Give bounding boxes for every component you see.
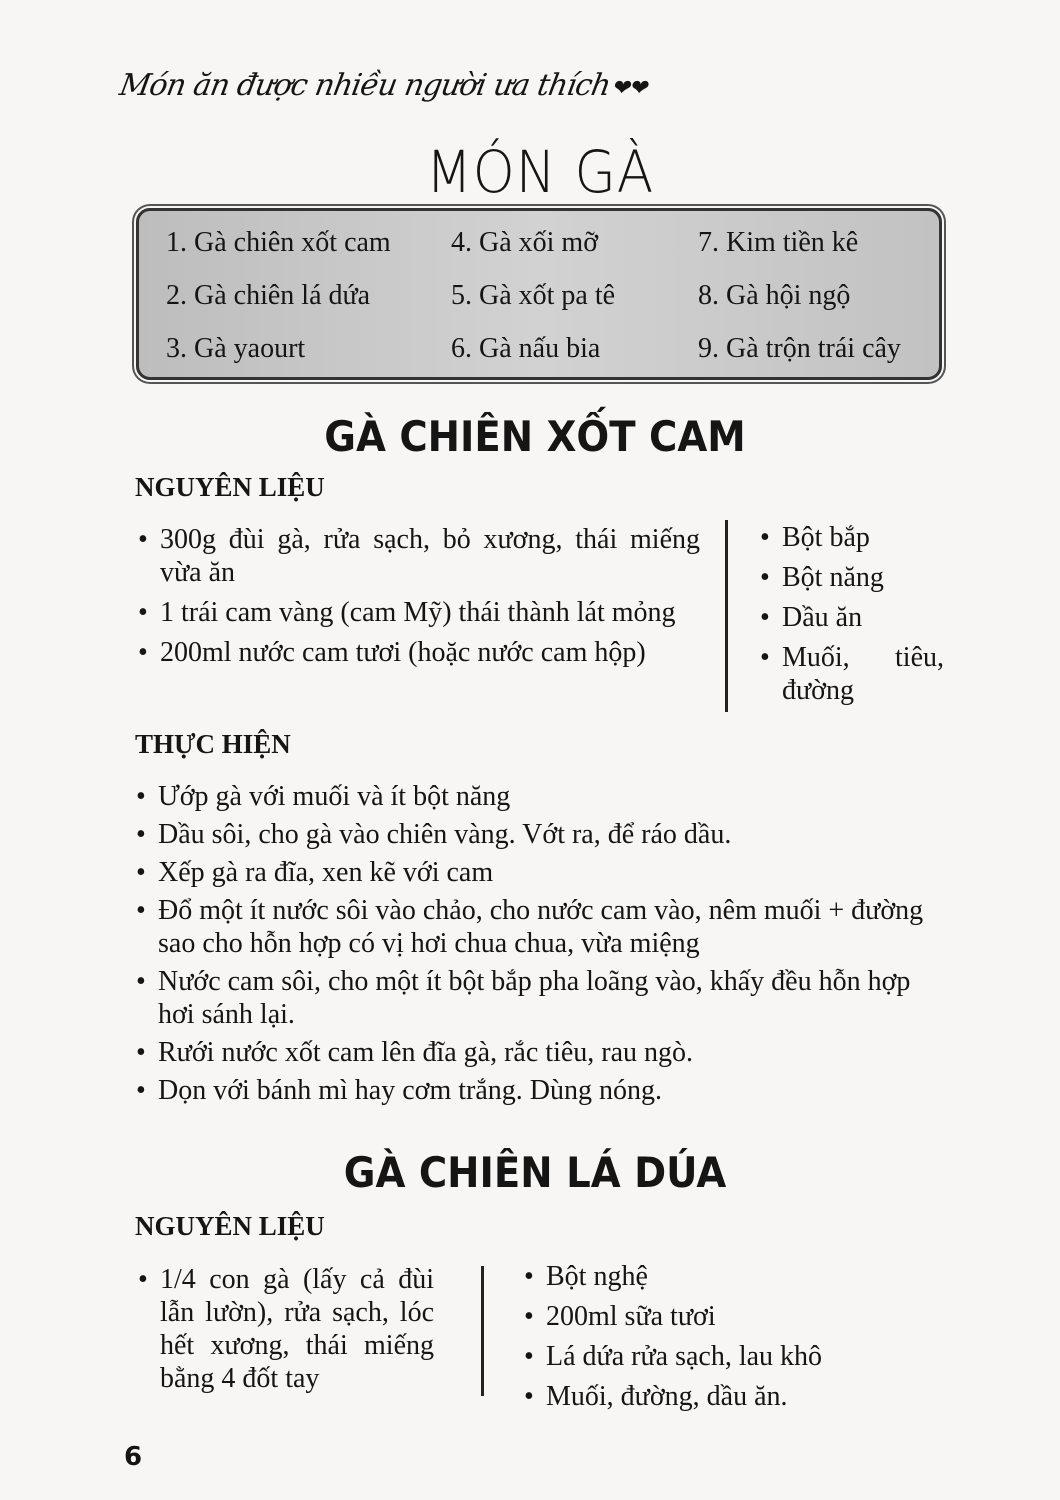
ingredient-item: • Muối, đường, dầu ăn.	[524, 1380, 944, 1413]
recipe-title: GÀ CHIÊN XỐT CAM	[324, 412, 746, 461]
ingredient-item: • 1/4 con gà (lấy cả đùi lẫn lườn), rửa sạch, lóc hết xương, thái miếng bằng 4 đốt tay	[138, 1263, 434, 1395]
step-item: • Dầu sôi, cho gà vào chiên vàng. Vớt ra, để ráo dầu.	[136, 818, 946, 851]
ingredients-list-right	[524, 1260, 944, 1420]
toc-item: 7. Kim tiền kê	[698, 227, 859, 258]
ingredient-item: • Muối, tiêu, đường	[760, 641, 944, 707]
ingredient-item: • 1 trái cam vàng (cam Mỹ) thái thành lát mỏng	[138, 596, 700, 629]
toc-item: 5. Gà xốt pa tê	[451, 280, 616, 311]
chapter-title: MÓN GÀ	[425, 138, 655, 206]
step-item: • Dọn với bánh mì hay cơm trắng. Dùng nóng.	[136, 1074, 946, 1107]
ingredient-item: • 200ml sữa tươi	[524, 1300, 944, 1333]
recipe-title: GÀ CHIÊN LÁ DÚA	[343, 1148, 727, 1197]
step-item: • Rưới nước xốt cam lên đĩa gà, rắc tiêu, rau ngò.	[136, 1036, 946, 1069]
ingredient-item: • 200ml nước cam tươi (hoặc nước cam hộp)	[138, 636, 700, 669]
running-header-text: Món ăn được nhiều người ưa thích	[116, 68, 613, 103]
ingredient-item: • Lá dứa rửa sạch, lau khô	[524, 1340, 944, 1373]
ingredients-heading: NGUYÊN LIỆU	[135, 472, 325, 502]
page-number: 6	[124, 1442, 143, 1472]
ingredient-item: • Dầu ăn	[760, 601, 944, 634]
column-divider	[725, 520, 728, 712]
steps-heading: THỰC HIỆN	[135, 729, 291, 759]
ingredients-list-left	[138, 1263, 434, 1402]
step-item: • Xếp gà ra đĩa, xen kẽ với cam	[136, 856, 946, 889]
running-header	[117, 68, 652, 103]
step-item: • Đổ một ít nước sôi vào chảo, cho nước cam vào, nêm muối + đường sao cho hỗn hợp có vị hơi chua chua, vừa miệng	[136, 894, 946, 960]
ingredient-item: • 300g đùi gà, rửa sạch, bỏ xương, thái miếng vừa ăn	[138, 523, 700, 589]
ingredients-list-left	[138, 523, 700, 676]
ingredients-heading: NGUYÊN LIỆU	[135, 1211, 325, 1241]
toc-item: 2. Gà chiên lá dứa	[166, 280, 371, 311]
hearts-icon: ❤❤	[611, 76, 651, 101]
ingredient-item: • Bột bắp	[760, 521, 944, 554]
toc-item: 9. Gà trộn trái cây	[698, 333, 901, 364]
toc-item: 8. Gà hội ngộ	[698, 280, 851, 311]
steps-list	[136, 780, 946, 1112]
column-divider	[481, 1266, 484, 1396]
ingredient-item: • Bột nghệ	[524, 1260, 944, 1293]
toc-item: 1. Gà chiên xốt cam	[166, 227, 391, 258]
step-item: • Ướp gà với muối và ít bột năng	[136, 780, 946, 813]
ingredients-list-right	[760, 521, 944, 714]
table-of-contents	[136, 208, 942, 380]
toc-item: 4. Gà xối mỡ	[451, 227, 599, 258]
ingredient-item: • Bột năng	[760, 561, 944, 594]
toc-item: 3. Gà yaourt	[166, 333, 306, 364]
toc-item: 6. Gà nấu bia	[451, 333, 601, 364]
step-item: • Nước cam sôi, cho một ít bột bắp pha loãng vào, khấy đều hỗn hợp hơi sánh lại.	[136, 965, 946, 1031]
